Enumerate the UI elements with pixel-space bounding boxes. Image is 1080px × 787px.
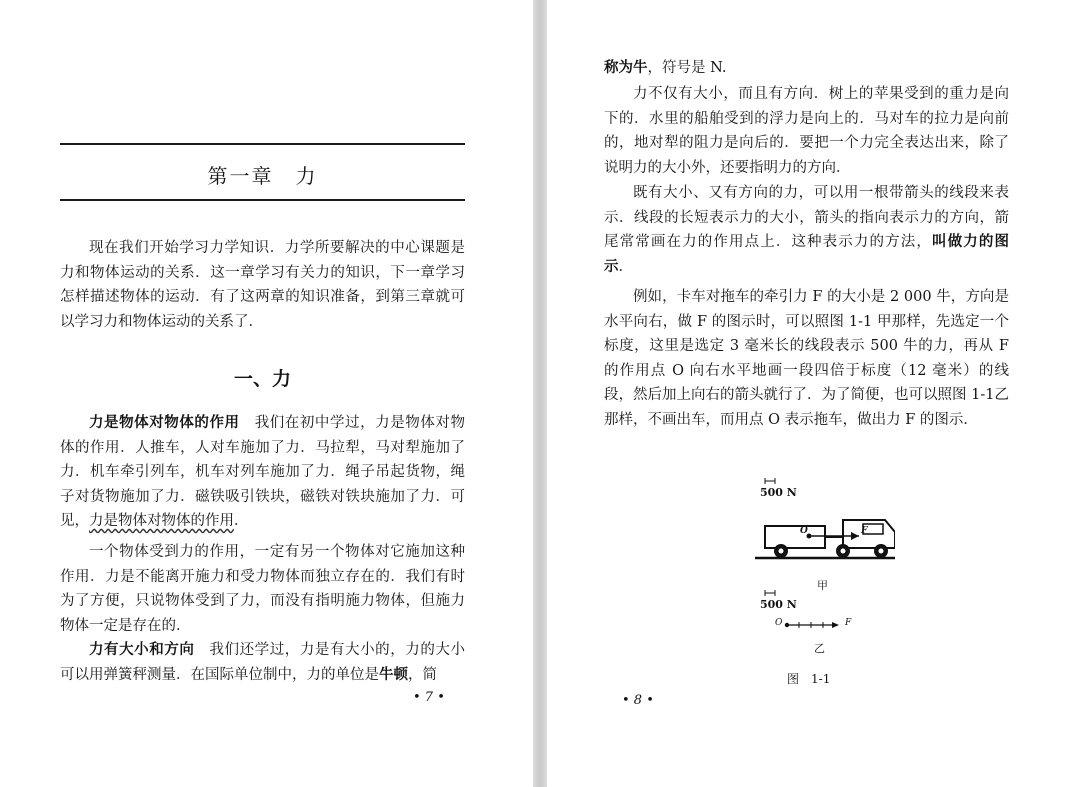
bold-term: 牛顿: [379, 665, 408, 683]
chapter-title: 第一章 力: [207, 164, 318, 188]
bold-term: 叫做力的图示: [604, 233, 1010, 275]
chapter-rule-top: [60, 143, 465, 145]
point-o-label-b: O: [775, 618, 783, 628]
page-number: • 8 •: [622, 693, 654, 708]
page-number: • 7 •: [413, 690, 445, 705]
bold-term: 称为牛: [604, 59, 648, 76]
paragraph-end: ．: [234, 513, 249, 529]
emphasized-text: 力是物体对物体的作用: [89, 513, 234, 529]
paragraph-example: [604, 285, 1009, 432]
figure-caption: 图 1-1: [787, 672, 831, 686]
force-arrow-b: [785, 622, 839, 628]
paragraph-end: ．: [618, 258, 633, 275]
paragraph-text: 例如，卡车对拖车的牵引力 F 的大小是 2 000 牛，方向是水平向右，做 F 的图示时，可以照图 1-1 甲那样，先选定一个标度，这里是选定 3 毫米长的线段表示 500 牛的力，再从 F 的作用点 O 向右水平地画一段四倍于标度（12 毫米）的线段，然后加上向右的箭头就行了．为了简便，也可以照图 1-1乙那样，不画出车，而用点 O 表示拖车，做出力 F 的图示．: [604, 289, 1009, 428]
paragraph-end: ，简: [408, 666, 437, 683]
paragraph-text: 一个物体受到力的作用，一定有另一个物体对它施加这种作用．力是不能离开施力和受力物体而独立存在的．我们有时为了方便，只说物体受到了力，而没有指明施力物体，但施力物体一定是存在的．: [60, 544, 465, 634]
chapter-rule-bottom: [60, 199, 465, 201]
force-f-label: F: [861, 526, 868, 536]
paragraph-text: ，符号是 N.: [647, 60, 727, 76]
paragraph-force-magnitude: [60, 638, 465, 687]
wheels: [774, 544, 888, 558]
paragraph-force-objects: [60, 540, 465, 638]
paragraph-unit: [604, 56, 1009, 81]
paragraph-text: 我们在初中学过，力是物体对物体的作用．人推车，人对车施加了力．马拉犁，马对犁施加了力．机车牵引列车，机车对列车施加了力．绳子吊起货物，绳子对货物施加了力．磁铁吸引铁块，磁铁对铁块施加了力．可见，: [60, 415, 465, 529]
paragraph-force-definition: [60, 411, 465, 534]
figure-1-1: [755, 474, 895, 694]
point-o-label: O: [800, 526, 808, 536]
subfigure-label-a: 甲: [817, 579, 828, 592]
paragraph-text: 既有大小、又有方向的力，可以用一根带箭头的线段来表示．线段的长短表示力的大小，箭头的指向表示力的方向，箭尾常常画在力的作用点上．这种表示力的方法，: [604, 185, 1009, 250]
intro-paragraph: [60, 236, 465, 334]
subfigure-label-b: 乙: [814, 642, 825, 655]
scale-mark-b: [765, 590, 775, 596]
intro-text: 现在我们开始学习力学知识．力学所要解决的中心课题是力和物体运动的关系．这一章学习有关力的知识，下一章学习怎样描述物体的运动．有了这两章的知识准备，到第三章就可以学习力和物体运动的关系了．: [60, 240, 465, 330]
section-title: 一、力: [233, 368, 291, 390]
left-page: [0, 0, 533, 787]
paragraph-text: 力不仅有大小，而且有方向．树上的苹果受到的重力是向下的．水里的船舶受到的浮力是向上的．马对车的拉力是向前的，地对犁的阻力是向后的．要把一个力完全表达出来，除了说明力的大小外，还要指明力的方向．: [604, 86, 1009, 176]
page-gutter: [533, 0, 547, 787]
paragraph-text: 我们还学过，力是有大小的，力的大小可以用弹簧秤测量．在国际单位制中，力的单位是: [60, 642, 465, 683]
paragraph-force-direction: [604, 82, 1009, 180]
scale-label-a: 500 N: [760, 486, 797, 499]
paragraph-force-diagram: [604, 181, 1009, 279]
scale-mark-a: [765, 478, 775, 484]
force-arrow-a: [807, 532, 860, 540]
paragraph-heading: 力是物体对物体的作用: [89, 414, 240, 431]
paragraph-heading: 力有大小和方向: [89, 641, 195, 658]
force-f-label-b: F: [845, 618, 852, 628]
scale-label-b: 500 N: [760, 598, 797, 611]
